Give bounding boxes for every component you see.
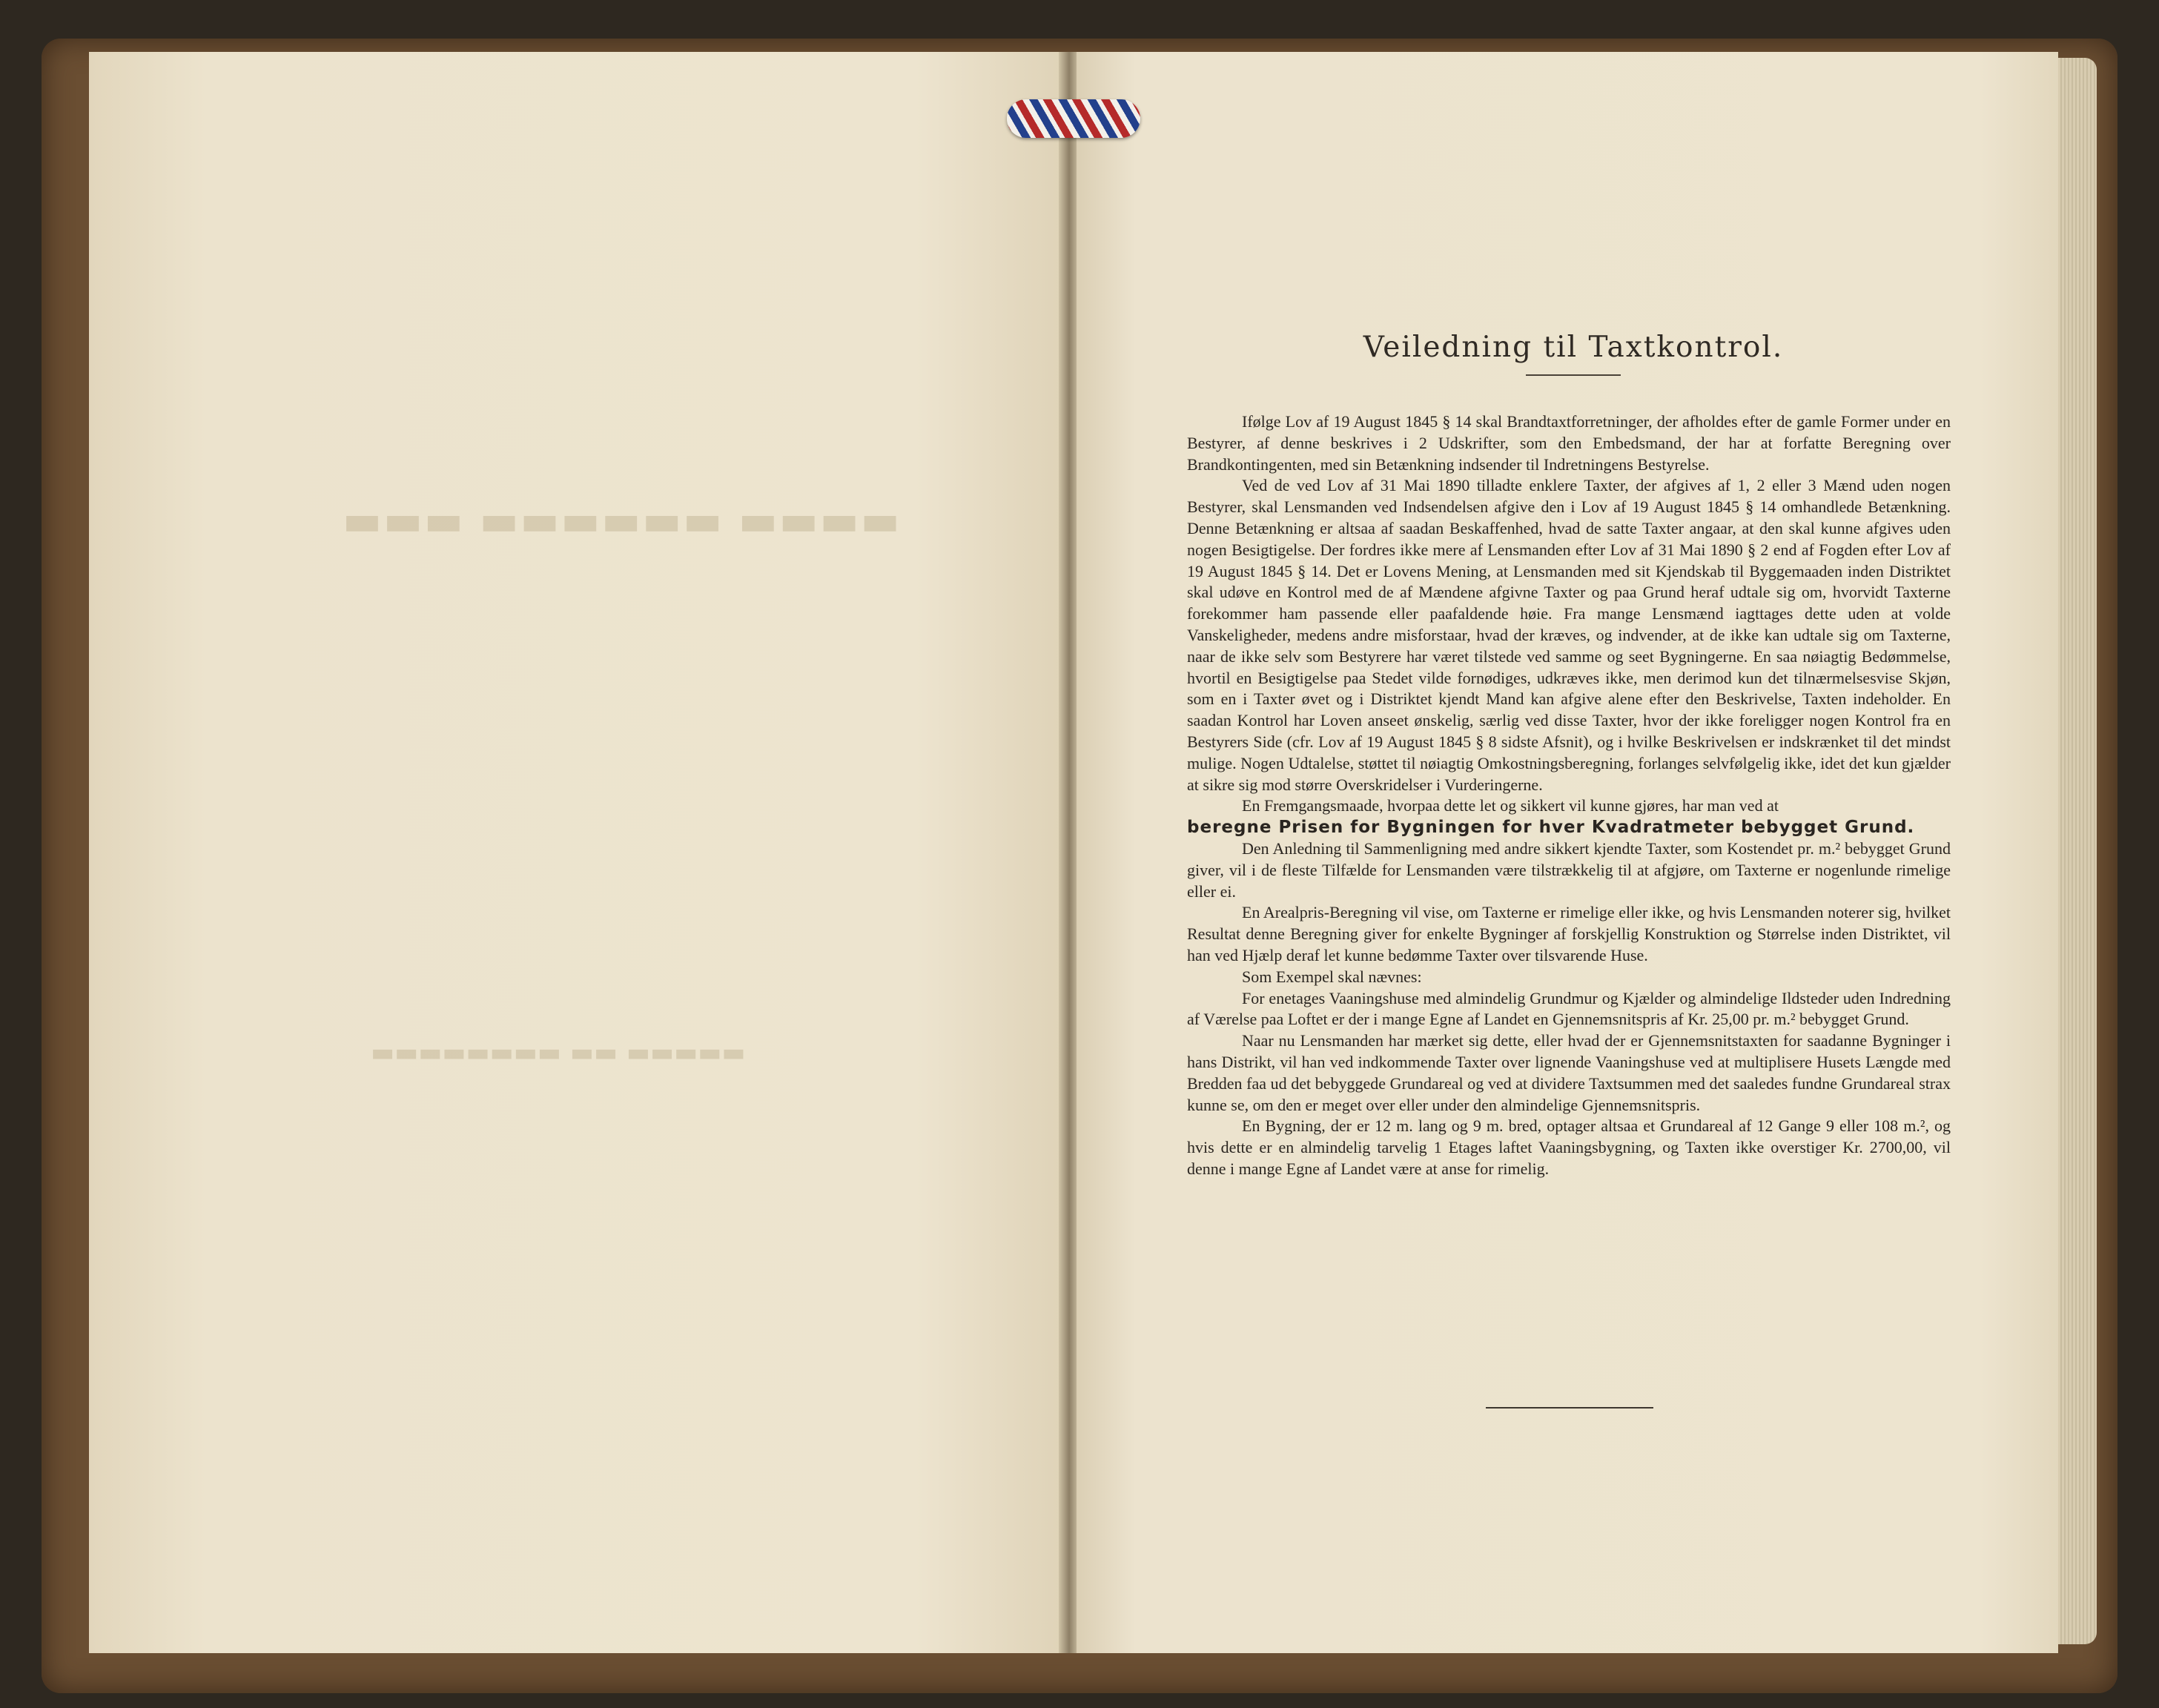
bleed-through-text: ▬▬▬▬ ▬▬▬▬▬▬ ▬▬▬ — [341, 497, 900, 545]
paragraph: En Arealpris-Beregning vil vise, om Taxterne er rimelige eller ikke, og hvis Lensmanden noterer sig, hvilket Resultat denne Beregning giver for enkelte Bygninger af forskjellig Konstruktion og Størrelse inden Distriktet, vil han ved Hjælp deraf let kunne bedømme Taxter over tilsvarende Huse. — [1187, 903, 1951, 964]
page-title: Veiledning til Taxtkontrol. — [1363, 331, 1784, 364]
paragraph: Som Exempel skal nævnes: — [1242, 967, 1422, 986]
paragraph: Den Anledning til Sammenligning med andre sikkert kjendte Taxter, som Kostendet pr. m.² bebygget Grund giver, vil i de fleste Tilfælde for Lensmanden være tilstrækkelig til at afgjøre, om Taxterne er nogenlunde rimelige eller ei. — [1187, 838, 1951, 901]
paragraph: En Fremgangsmaade, hvorpaa dette let og sikkert vil kunne gjøres, har man ved at — [1242, 796, 1779, 815]
left-page — [89, 52, 1062, 1653]
end-divider — [1486, 1407, 1653, 1409]
bookmark-ribbon — [1007, 99, 1140, 138]
page-edges — [2058, 58, 2097, 1644]
paragraph: Ved de ved Lov af 31 Mai 1890 tilladte enklere Taxter, der afgives af 1, 2 eller 3 Mænd uden nogen Bestyrer, skal Lensmanden ved Indsendelsen afgive den i Lov af 19 August 1845 § 14 omhandlede Betænkning. Denne Betænkning er altsaa af saadan Beskaffenhed, hvad de satte Taxter angaar, at den skal kunne afgives uden nogen Besigtigelse. Der fordres ikke mere af Lensmanden efter Lov af 31 Mai 1890 § 2 end af Fogden efter Lov af 19 August 1845 § 14. Det er Lovens Mening, at Lensmanden med sit Kjendskab til Byggemaaden inden Distriktet skal udøve en Kontrol med de af Mændene afgivne Taxter og paa Grund heraf udtale sig om, hvorvidt Taxterne forekommer ham passende eller paafaldende høie. Fra mange Lensmænd iagttages dette uden at volde Vanskeligheder, medens andre misforstaar, hvad der kræves, og indvender, at de ikke kan udtale sig om Taxterne, naar de ikke selv som Bestyrere har været tilstede ved samme og seet Bygningerne. En saa nøiagtig Bedømmelse, hvortil en Besigtigelse paa Stedet vilde fornødiges, udkræves ikke, men derimod kun det tilnærmelsesvise Skjøn, som en i Taxter øvet og i Distriktet kjendt Mand kan afgive alene efter den Beskrivelse, Taxten indeholder. En saadan Kontrol har Loven anseet ønskelig, særlig ved disse Taxter, hvor der ikke foreligger nogen Kontrol fra en Bestyrers Side (cfr. Lov af 19 August 1845 § 8 sidste Afsnit), og i hvilke Beskrivelsen er indskrænket til det mindst mulige. Nogen Udtalelse, støttet til nøiagtig Omkostningsberegning, forlanges selvfølgelig ikke, idet det kun gjælder at sikre sig mod større Overskridelser i Vurderingerne. — [1187, 476, 1951, 794]
paragraph: Naar nu Lensmanden har mærket sig dette, eller hvad der er Gjennemsnitstaxten for saadanne Bygninger i hans Distrikt, vil han ved indkommende Taxter over lignende Vaaningshuse ved at multiplisere Husets Længde med Bredden faa ud det bebyggede Grundareal og ved at dividere Taxtsummen med det saaledes fundne Grundareal strax kunne se, om den er meget over eller under den almindelige Gjennemsnitspris. — [1187, 1031, 1951, 1114]
paragraph: En Bygning, der er 12 m. lang og 9 m. bred, optager altsaa et Grundareal af 12 Gange 9 eller 108 m.², og hvis dette er en almindelig tarvelig 1 Etages laftet Vaaningsbygning, og Taxten ikke overstiger Kr. 2700,00, vil denne i mange Egne af Landet være at anse for rimelig. — [1187, 1116, 1951, 1178]
bleed-through-text: ▬▬▬▬▬ ▬▬ ▬▬▬▬▬▬▬▬ — [371, 1038, 746, 1068]
document-body — [1187, 411, 1951, 1180]
paragraph: Ifølge Lov af 19 August 1845 § 14 skal Brandtaxtforretninger, der afholdes efter de gamle Former under en Bestyrer, af denne beskrives i 2 Udskrifter, som den Embedsmand, der har at forfatte Beregning over Brandkontingenten, med sin Betænkning indsender til Indretningens Bestyrelse. — [1187, 412, 1951, 474]
title-divider — [1526, 374, 1621, 376]
paragraph: For enetages Vaaningshuse med almindelig Grundmur og Kjælder og almindelige Ildsteder uden Indredning af Værelse paa Loftet er der i mange Egne af Landet en Gjennemsnitspris af Kr. 25,00 pr. m.² bebygget Grund. — [1187, 988, 1951, 1029]
emphasized-heading: beregne Prisen for Bygningen for hver Kvadratmeter bebygget Grund. — [1187, 818, 1915, 838]
